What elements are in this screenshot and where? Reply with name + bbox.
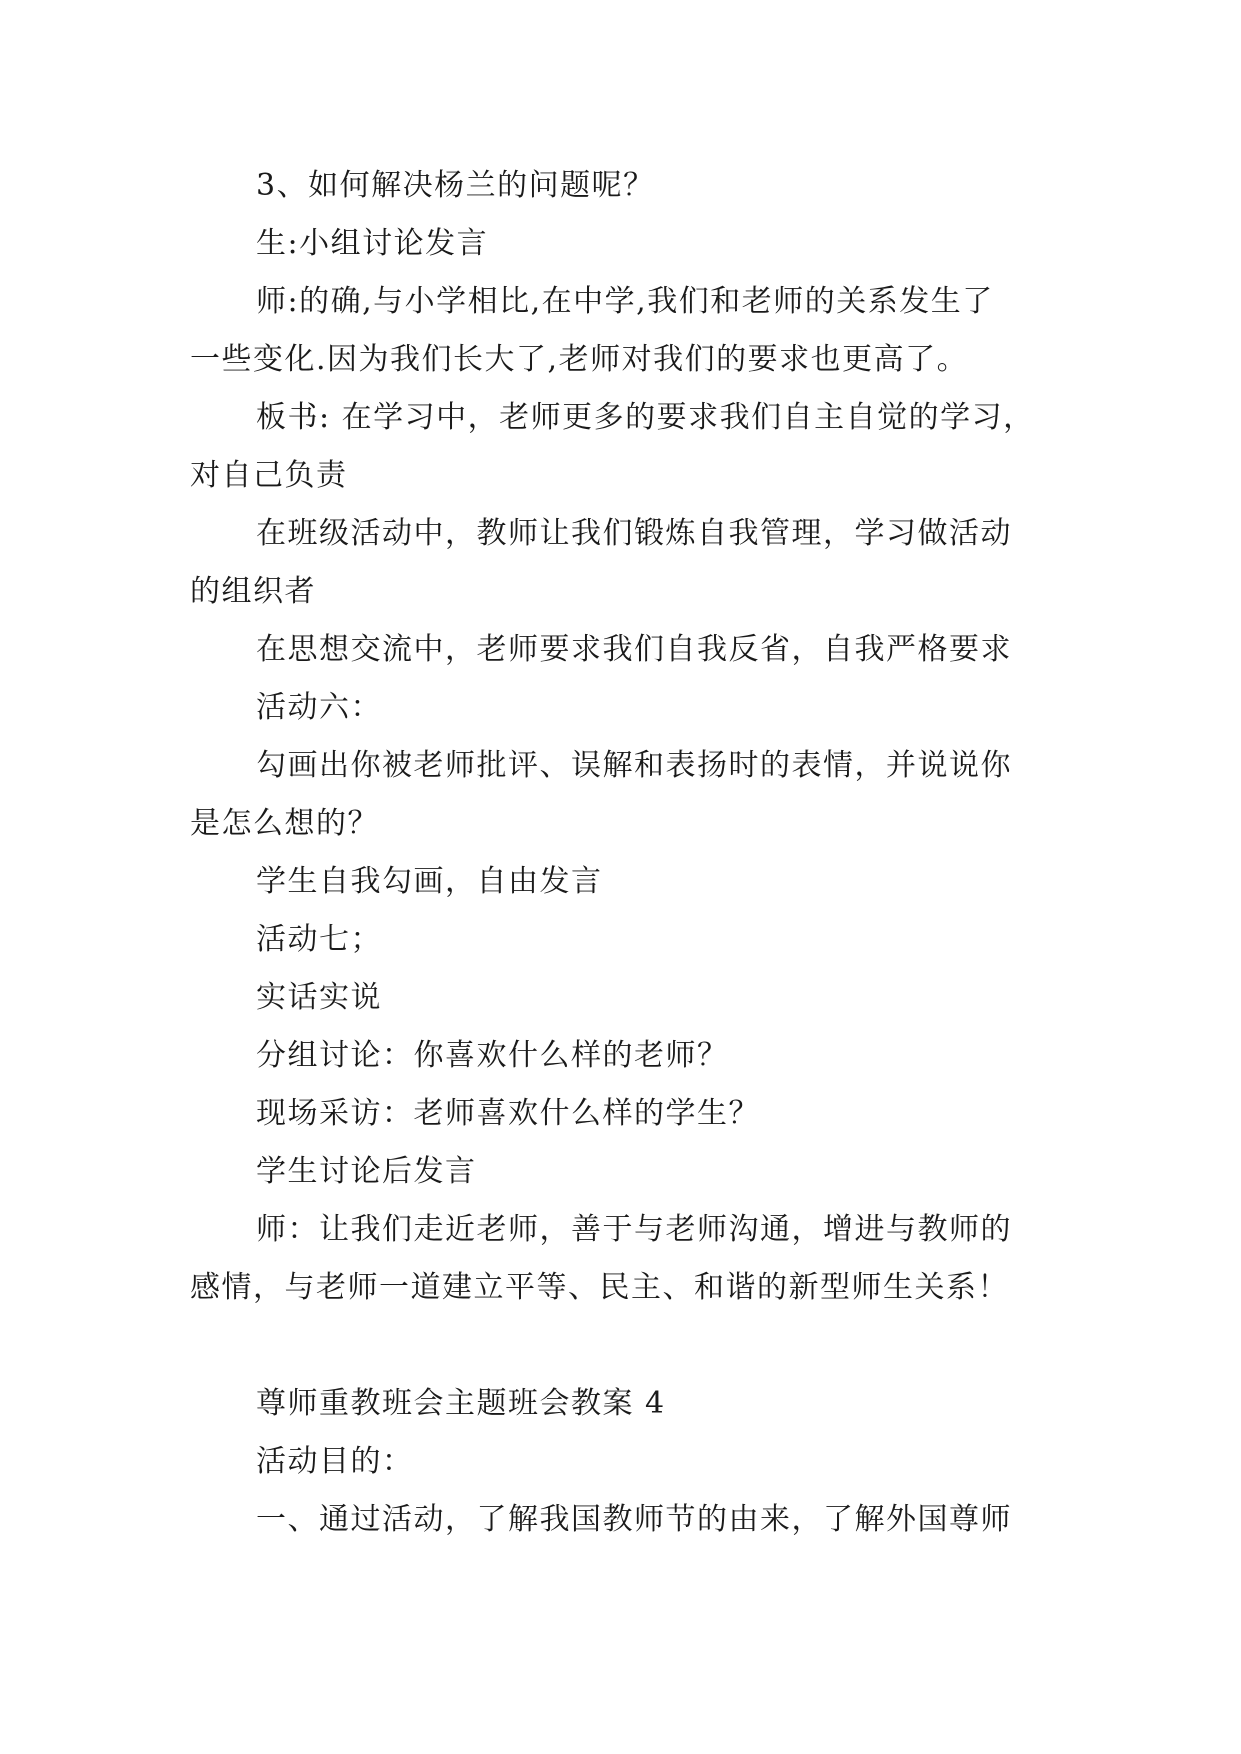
text-line: 一、通过活动，了解我国教师节的由来，了解外国尊师 — [256, 1502, 1012, 1537]
text-line: 师:的确,与小学相比,在中学,我们和老师的关系发生了 — [256, 284, 994, 319]
text-line: 一些变化.因为我们长大了,老师对我们的要求也更高了。 — [190, 342, 969, 377]
text-line: 现场采访：老师喜欢什么样的学生？ — [256, 1096, 760, 1131]
text-line: 活动六： — [256, 690, 382, 725]
text-line: 学生自我勾画，自由发言 — [256, 864, 603, 899]
text-line: 活动七； — [256, 922, 382, 957]
section-heading: 尊师重教班会主题班会教案 4 — [256, 1386, 666, 1421]
text-line: 在思想交流中，老师要求我们自我反省，自我严格要求 — [256, 632, 1012, 667]
text-line: 3、如何解决杨兰的问题呢？ — [256, 168, 655, 203]
text-line: 对自己负责 — [190, 458, 348, 493]
text-line: 的组织者 — [190, 574, 316, 609]
text-line: 实话实说 — [256, 980, 382, 1015]
text-line: 师：让我们走近老师，善于与老师沟通，增进与教师的 — [256, 1212, 1012, 1247]
text-line: 活动目的： — [256, 1444, 414, 1479]
text-line: 是怎么想的？ — [190, 806, 379, 841]
text-line: 学生讨论后发言 — [256, 1154, 477, 1189]
text-line: 感情，与老师一道建立平等、民主、和谐的新型师生关系！ — [190, 1270, 1009, 1305]
text-line: 在班级活动中，教师让我们锻炼自我管理，学习做活动 — [256, 516, 1012, 551]
text-line: 生:小组讨论发言 — [256, 226, 489, 261]
text-line: 分组讨论：你喜欢什么样的老师？ — [256, 1038, 729, 1073]
text-line: 板书: 在学习中，老师更多的要求我们自主自觉的学习， — [256, 400, 1035, 435]
text-line: 勾画出你被老师批评、误解和表扬时的表情，并说说你 — [256, 748, 1012, 783]
